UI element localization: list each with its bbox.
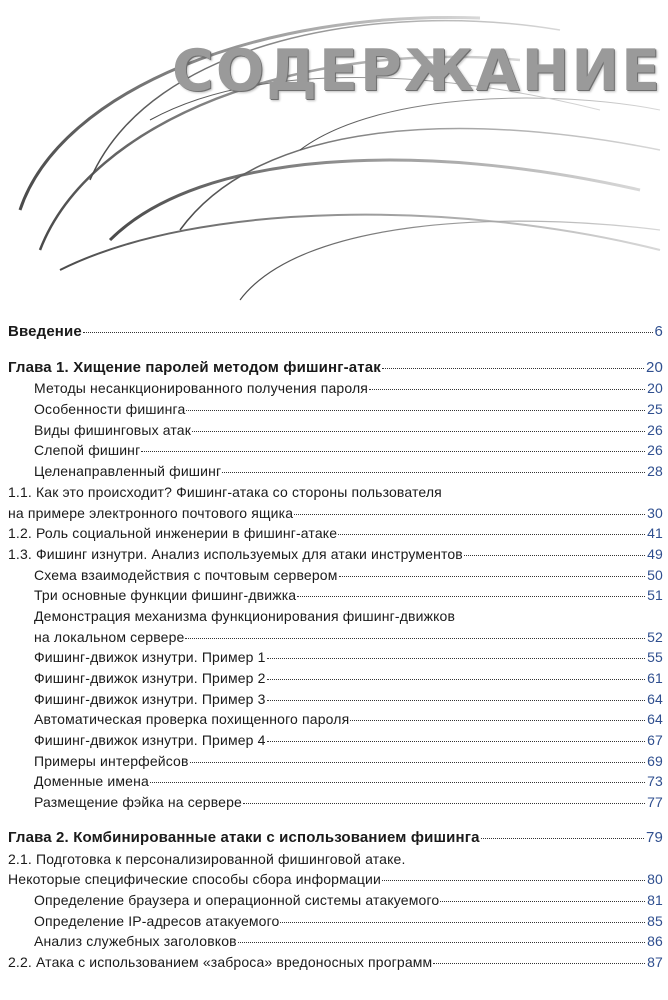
toc-entry-title: Определение IP-адресов атакуемого [34,912,280,929]
toc-entry[interactable] [8,709,663,730]
dot-leader [185,638,645,639]
toc-entry-title: Доменные имена [34,773,149,790]
toc-entry-section-2-2[interactable] [8,952,663,973]
dot-leader [267,741,646,742]
toc-entry-title: на примере электронного почтового ящика [8,504,294,521]
toc-entry-line[interactable]: 1.1. Как это происходит? Фишинг-атака со стороны пользователя [8,483,442,500]
toc-entry-title: Виды фишинговых атак [34,421,192,438]
toc-entry[interactable] [8,585,663,606]
toc-page-number: 87 [647,953,663,970]
toc-page-number: 26 [647,442,663,459]
toc-page-number: 64 [647,690,663,707]
toc-entry-line[interactable]: 2.1. Подготовка к персонализированной фишинговой атаке. [8,850,406,867]
toc-entry[interactable] [8,440,663,461]
toc-entry-intro[interactable] [8,322,663,343]
toc-entry[interactable] [8,420,663,441]
toc-entry-title: Три основные функции фишинг-движка [34,587,297,604]
toc-entry[interactable] [8,730,663,751]
page-title: СОДЕРЖАНИЕ [172,38,662,104]
dot-leader [481,838,644,839]
toc-entry-title: Схема взаимодействия с почтовым сервером [34,566,338,583]
toc-entry-title: Фишинг-движок изнутри. Пример 3 [34,690,266,707]
toc-entry[interactable] [8,890,663,911]
toc-entry-section-1-3[interactable] [8,544,663,565]
toc-entry-title: Определение браузера и операционной системы атакуемого [34,891,440,908]
toc-entry-title: Размещение фэйка на сервере [34,794,242,811]
toc-page-number: 80 [647,871,663,888]
dot-leader [369,389,645,390]
toc-entry-title: Некоторые специфические способы сбора информации [8,871,381,888]
dot-leader [222,472,645,473]
dot-leader [190,762,646,763]
toc-page-number: 30 [647,504,663,521]
dot-leader [382,368,644,369]
toc-page-number: 6 [654,323,663,340]
toc-page-number: 49 [647,545,663,562]
toc-entry-title: 1.2. Роль социальной инженерии в фишинг-атаке [8,525,338,542]
toc-page-number: 25 [647,401,663,418]
toc-entry-chapter-2[interactable] [8,828,663,849]
toc-entry-section-2-1[interactable] [8,869,663,890]
dot-leader [267,658,646,659]
toc-entry-section-1-1[interactable] [8,503,663,524]
toc-entry-section-1-2[interactable] [8,523,663,544]
dot-leader [243,803,645,804]
toc-entry-title: Целенаправленный фишинг [34,463,222,480]
toc-entry-title: на локальном сервере [34,628,185,645]
toc-page-number: 41 [647,525,663,542]
toc-entry-title: Фишинг-движок изнутри. Пример 4 [34,732,266,749]
toc-page-number: 20 [647,380,663,397]
toc-entry-title: Примеры интерфейсов [34,752,189,769]
dot-leader [464,555,645,556]
dot-leader [280,922,645,923]
toc-entry-title: Слепой фишинг [34,442,141,459]
toc-entry-title: Автоматическая проверка похищенного пароля [34,711,350,728]
dot-leader [433,963,645,964]
toc-entry-title: Введение [8,323,82,340]
toc-entry[interactable] [8,668,663,689]
toc-entry-title: Фишинг-движок изнутри. Пример 2 [34,670,266,686]
toc-page-number: 67 [647,732,663,749]
toc-entry[interactable] [8,771,663,792]
dot-leader [192,431,645,432]
toc-entry-line[interactable]: Демонстрация механизма функционирования фишинг-движков [34,607,456,624]
toc-entry[interactable] [8,911,663,932]
toc-page-number: 86 [647,933,663,950]
toc-page-number: 26 [647,421,663,438]
dot-leader [382,880,645,881]
toc-entry-title: 2.2. Атака с использованием «заброса» вредоносных программ [8,953,433,970]
toc-page-number: 28 [647,463,663,480]
dot-leader [339,576,646,577]
toc-entry-title: Методы несанкционированного получения пароля [34,380,369,397]
toc-entry-title: Фишинг-движок изнутри. Пример 1 [34,649,266,666]
toc-entry[interactable] [8,461,663,482]
toc-entry-title: 1.3. Фишинг изнутри. Анализ используемых для атаки инструментов [8,545,463,562]
toc-page-number: 81 [647,891,663,908]
dot-leader [440,901,645,902]
dot-leader [338,534,645,535]
toc-entry-title: Особенности фишинга [34,401,186,418]
toc-entry-chapter-1[interactable] [8,358,663,379]
toc-entry[interactable] [8,627,663,648]
table-of-contents [8,322,663,973]
toc-entry[interactable] [8,751,663,772]
toc-page-number: 55 [647,649,663,666]
dot-leader [267,700,646,701]
toc-entry-title: Глава 1. Хищение паролей методом фишинг-атак [8,358,381,376]
toc-page-number: 52 [647,628,663,645]
toc-page-number: 79 [646,828,663,846]
dot-leader [267,679,646,680]
toc-entry[interactable] [8,792,663,813]
toc-entry-title: Анализ служебных заголовков [34,933,237,950]
toc-page-number: 69 [647,752,663,769]
toc-entry-title: Глава 2. Комбинированные атаки с использованием фишинга [8,828,480,846]
toc-page-number: 64 [647,711,663,728]
dot-leader [150,782,645,783]
toc-page-number: 61 [647,670,663,686]
toc-page-number: 73 [647,773,663,790]
toc-entry[interactable] [8,378,663,399]
toc-page-number: 50 [647,566,663,583]
dot-leader [350,720,645,721]
toc-page-number: 77 [647,794,663,811]
dot-leader [186,410,645,411]
toc-entry[interactable] [8,931,663,952]
toc-page-number: 51 [647,587,663,604]
toc-entry[interactable] [8,647,663,668]
dot-leader [294,514,645,515]
toc-page-number: 20 [646,358,663,376]
toc-entry[interactable] [8,399,663,420]
toc-entry[interactable] [8,565,663,586]
dot-leader [83,332,653,333]
dot-leader [141,451,645,452]
toc-page-number: 85 [647,912,663,929]
dot-leader [297,596,645,597]
dot-leader [238,942,645,943]
toc-entry[interactable] [8,689,663,710]
